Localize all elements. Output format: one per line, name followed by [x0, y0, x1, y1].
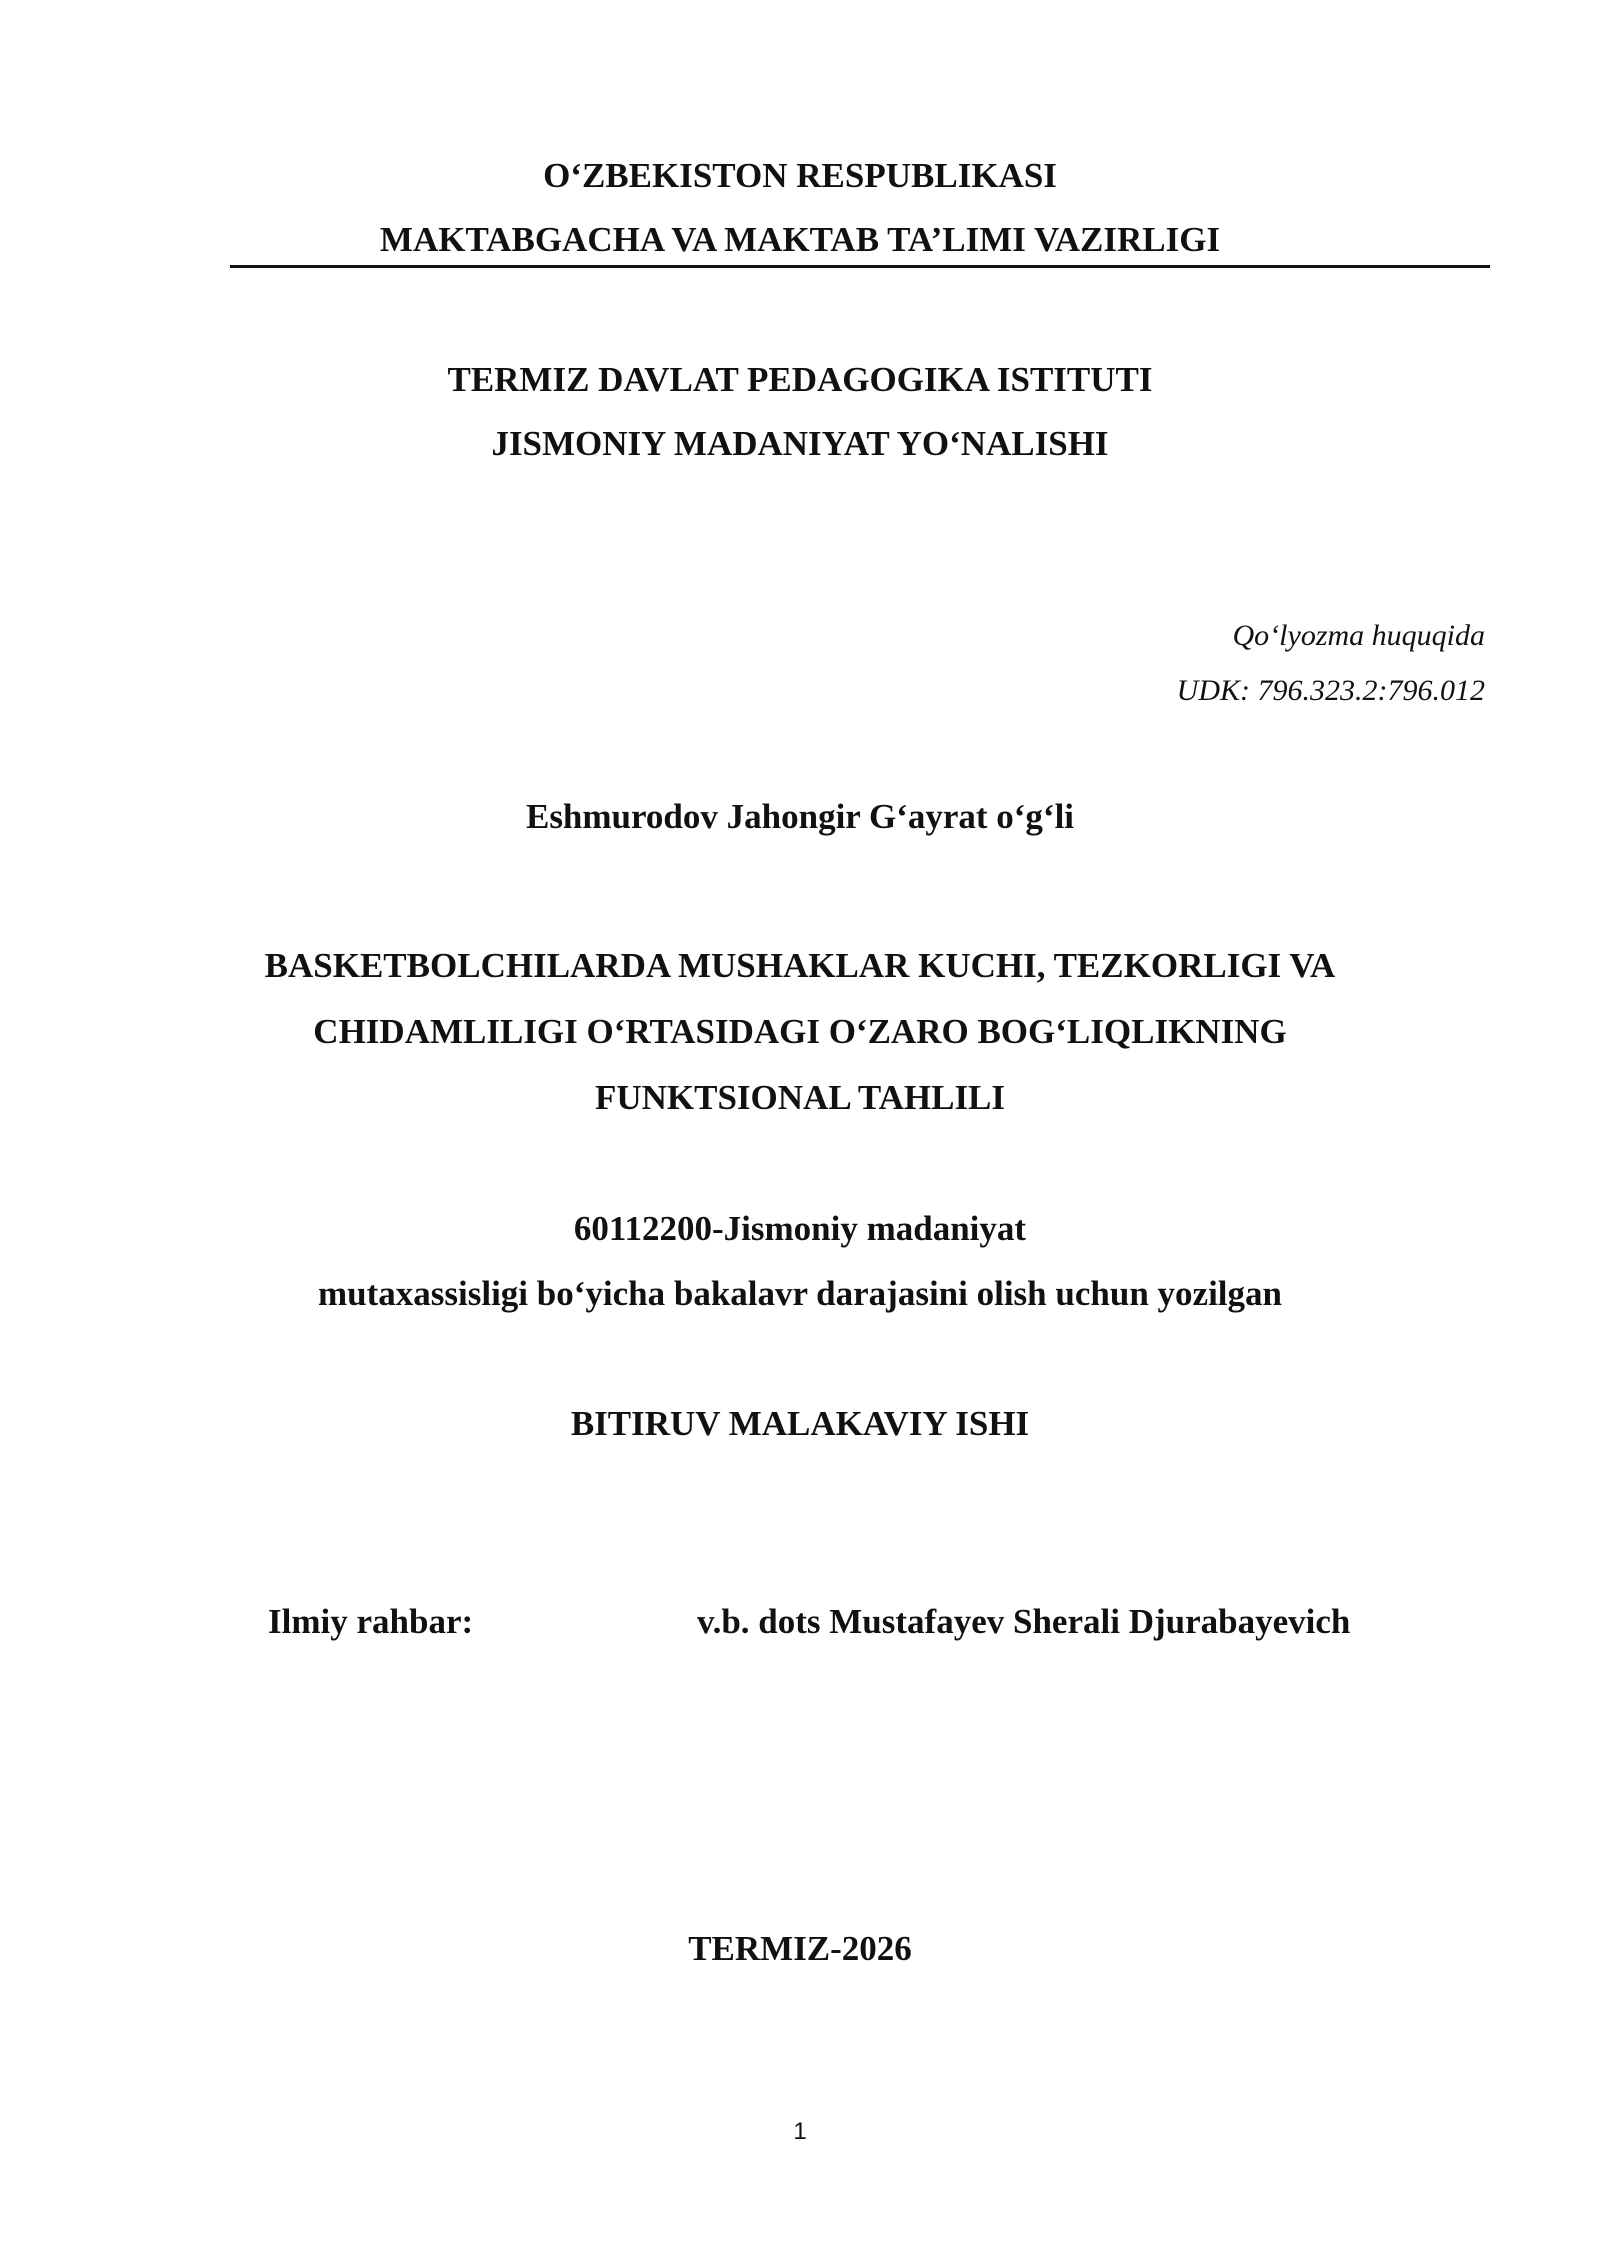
header-divider	[230, 265, 1490, 268]
thesis-title-line-2: CHIDAMLILIGI O‘RTASIDAGI O‘ZARO BOG‘LIQLIKNING	[313, 1012, 1287, 1051]
department-name: JISMONIY MADANIYAT YO‘NALISHI	[491, 424, 1109, 463]
page-number: 1	[793, 2118, 807, 2145]
header-republic: O‘ZBEKISTON RESPUBLIKASI	[543, 156, 1057, 195]
udk-code: UDK: 796.323.2:796.012	[1176, 674, 1485, 707]
manuscript-rights-note: Qo‘lyozma huquqida	[1232, 619, 1485, 652]
author-name: Eshmurodov Jahongir G‘ayrat o‘g‘li	[525, 797, 1075, 836]
degree-statement: mutaxassisligi bo‘yicha bakalavr darajasini olish uchun yozilgan	[317, 1274, 1282, 1313]
advisor-name: v.b. dots Mustafayev Sherali Djurabayevich	[697, 1602, 1351, 1641]
thesis-title-line-1: BASKETBOLCHILARDA MUSHAKLAR KUCHI, TEZKORLIGI VA	[264, 946, 1336, 985]
thesis-title-line-3: FUNKTSIONAL TAHLILI	[594, 1078, 1006, 1117]
advisor-label: Ilmiy rahbar:	[268, 1602, 474, 1641]
specialty-code: 60112200-Jismoniy madaniyat	[573, 1209, 1027, 1248]
header-ministry: MAKTABGACHA VA MAKTAB TA’LIMI VAZIRLIGI	[379, 220, 1221, 259]
work-type: BITIRUV MALAKAVIY ISHI	[570, 1404, 1030, 1443]
institution-name: TERMIZ DAVLAT PEDAGOGIKA ISTITUTI	[447, 360, 1153, 399]
place-year: TERMIZ-2026	[688, 1929, 912, 1968]
